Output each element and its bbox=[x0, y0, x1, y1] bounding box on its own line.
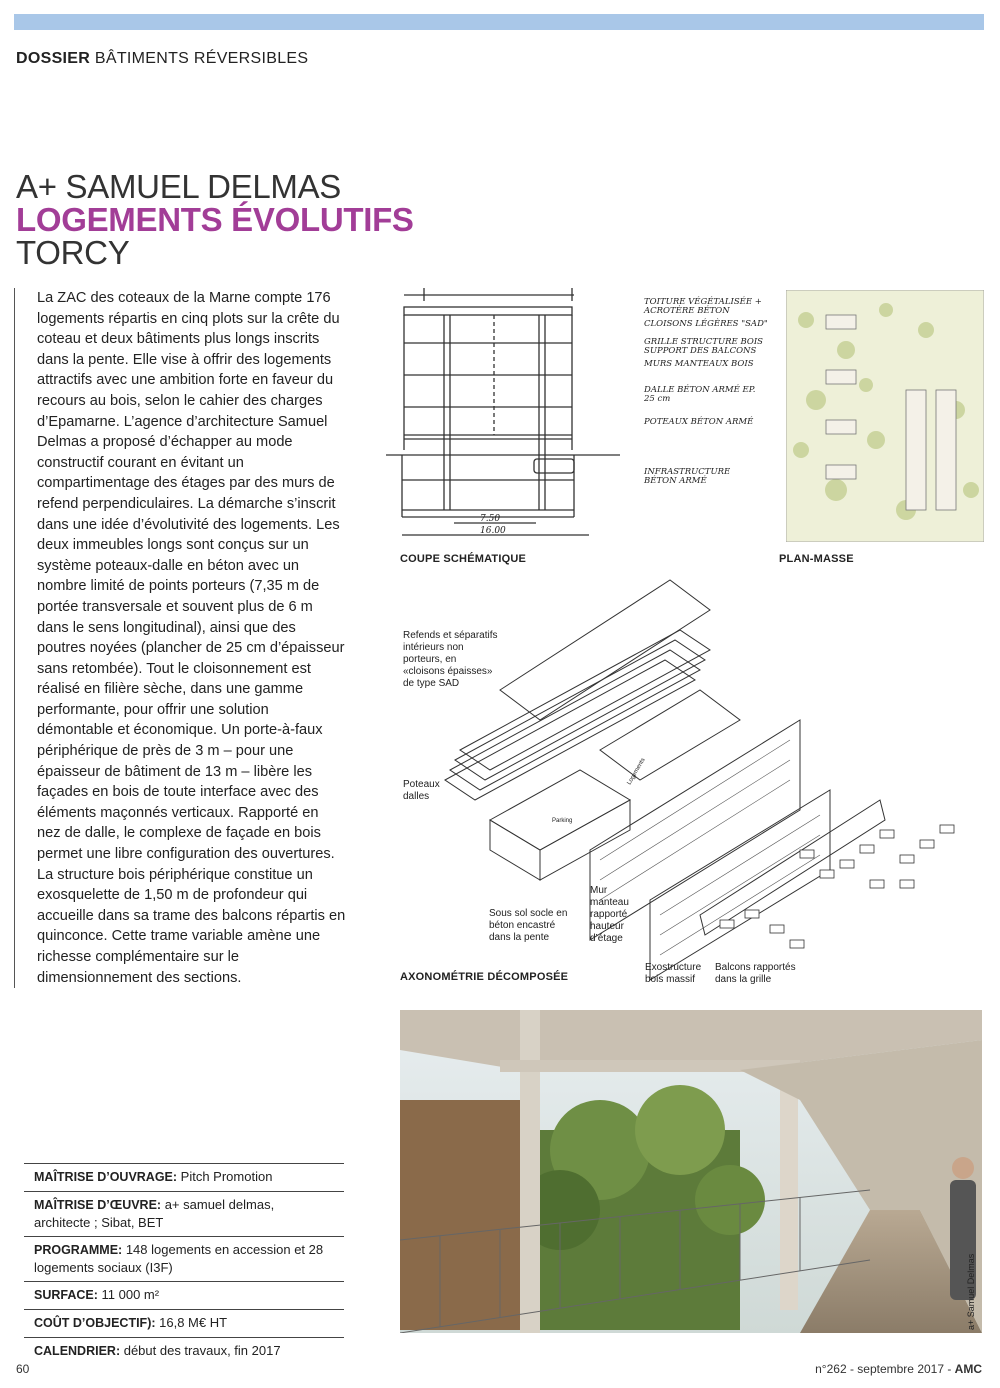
issue-info bbox=[815, 1362, 982, 1376]
section-note: INFRASTRUCTURE BÉTON ARMÉ bbox=[644, 467, 731, 486]
credit-label: MAÎTRISE D’ŒUVRE: bbox=[34, 1198, 162, 1212]
magazine-brand: AMC bbox=[954, 1362, 982, 1376]
credit-label: SURFACE: bbox=[34, 1288, 98, 1302]
project-credits bbox=[24, 1163, 344, 1365]
issue-text: n°262 - septembre 2017 - bbox=[815, 1362, 955, 1376]
dim-total-label: 16.00 bbox=[480, 526, 506, 536]
section-caption: COUPE SCHÉMATIQUE bbox=[400, 553, 527, 565]
credit-row bbox=[24, 1337, 344, 1365]
axo-label-exostructure: Exostructure bois massif bbox=[645, 962, 702, 985]
title-location: TORCY bbox=[16, 234, 130, 271]
section-label: DOSSIER bbox=[16, 50, 91, 67]
section-note: GRILLE STRUCTURE BOIS SUPPORT DES BALCONS bbox=[644, 337, 763, 356]
parking-label: Parking bbox=[552, 818, 573, 824]
page-number: 60 bbox=[16, 1362, 30, 1376]
site-plan-caption: PLAN-MASSE bbox=[779, 553, 854, 565]
credit-label: MAÎTRISE D’OUVRAGE: bbox=[34, 1170, 178, 1184]
credit-row bbox=[24, 1309, 344, 1337]
section-note: POTEAUX BÉTON ARMÉ bbox=[644, 417, 754, 427]
axo-label-balcons: Balcons rapportés dans la grille bbox=[715, 962, 796, 985]
photo-credit: a+ Samuel Delmas bbox=[966, 1253, 976, 1330]
logements-label: Logements bbox=[626, 757, 647, 786]
section-topic: BÂTIMENTS RÉVERSIBLES bbox=[94, 50, 309, 67]
credit-value: Pitch Promotion bbox=[177, 1169, 273, 1184]
site-plan bbox=[786, 290, 984, 542]
credit-value: 16,8 M€ HT bbox=[155, 1315, 228, 1330]
credit-value: 11 000 m² bbox=[97, 1287, 160, 1302]
section-note: MURS MANTEAUX BOIS bbox=[644, 359, 754, 369]
axo-label-poteaux: Poteaux dalles bbox=[403, 779, 440, 802]
credit-value: début des travaux, fin 2017 bbox=[120, 1343, 281, 1358]
article-title bbox=[16, 170, 616, 269]
title-project: LOGEMENTS ÉVOLUTIFS bbox=[16, 201, 414, 238]
axo-label-sous-sol: Sous sol socle en béton encastré dans la pente bbox=[489, 908, 568, 943]
axonometry-caption: AXONOMÉTRIE DÉCOMPOSÉE bbox=[400, 971, 569, 983]
credit-row bbox=[24, 1281, 344, 1309]
credit-label: PROGRAMME: bbox=[34, 1243, 123, 1257]
credit-row bbox=[24, 1191, 344, 1236]
axo-label-mur: Mur manteau rapporté hauteur d’étage bbox=[590, 885, 629, 944]
dim-span-label: 7.50 bbox=[480, 514, 501, 524]
top-color-bar bbox=[14, 14, 984, 30]
rendering-photo bbox=[400, 1010, 982, 1333]
article-body: La ZAC des coteaux de la Marne compte 176 logements répartis en cinq plots sur la crête du coteau et deux bâtiments plus longs inscrits dans la pente. Elle vise à offrir des logements attractifs avec une ambition forte en faveur du recours au bois, selon le cahier des charges d’Epamarne. L’agence d’architecture Samuel Delmas a proposé d’échapper au mode constructif courant en évitant un compartimentage des étages par des murs de refend perpendiculaires. La démarche s’inscrit dans une idée d’évolutivité des logements. Les deux immeubles longs sont conçus sur un système poteaux-dalle en béton avec un nombre limité de points porteurs (7,35 m de portée transversale et souvent plus de 6 m dans le sens longitudinal), ainsi que des poutres noyées (plancher de 25 cm d’épaisseur sans retombée). Tout le cloisonnement est réalisé en filière sèche, dans une gamme performante, pour offrir une solution démontable et économique. Un porte-à-faux périphérique de près de 3 m – pour une épaisseur de bâtiment de 13 m – libère les façades en bois de toute interface avec des éléments maçonnés verticaux. Rapporté en nez de dalle, le complexe de façade en bois permet une libre configuration des ouvertures. La structure bois périphérique constitue un exosquelette de 1,50 m de profondeur qui accueille dans sa trame des balcons répartis en quinconce. Cette trame variable amène une richesse complémentaire sur le dimensionnement des sections. bbox=[14, 288, 346, 988]
credit-value: 148 logements en accession et 28 logements sociaux (I3F) bbox=[34, 1242, 324, 1275]
credit-label: CALENDRIER: bbox=[34, 1344, 121, 1358]
title-architect: A+ SAMUEL DELMAS bbox=[16, 168, 342, 205]
credit-label: COÛT D’OBJECTIF): bbox=[34, 1316, 156, 1330]
credit-value: a+ samuel delmas, architecte ; Sibat, BET bbox=[34, 1197, 275, 1230]
axo-label-refends: Refends et séparatifs intérieurs non porteurs, en «cloisons épaisses» de type SAD bbox=[403, 630, 498, 689]
section-note: CLOISONS LÉGÈRES "SAD" bbox=[644, 319, 768, 329]
section-drawing bbox=[384, 285, 624, 547]
credit-row bbox=[24, 1236, 344, 1281]
section-note: TOITURE VÉGÉTALISÉE + ACROTÈRE BÉTON bbox=[644, 297, 762, 316]
section-header bbox=[16, 50, 308, 68]
credit-row bbox=[24, 1163, 344, 1191]
section-note: DALLE BÉTON ARMÉ EP. 25 cm bbox=[644, 385, 756, 404]
